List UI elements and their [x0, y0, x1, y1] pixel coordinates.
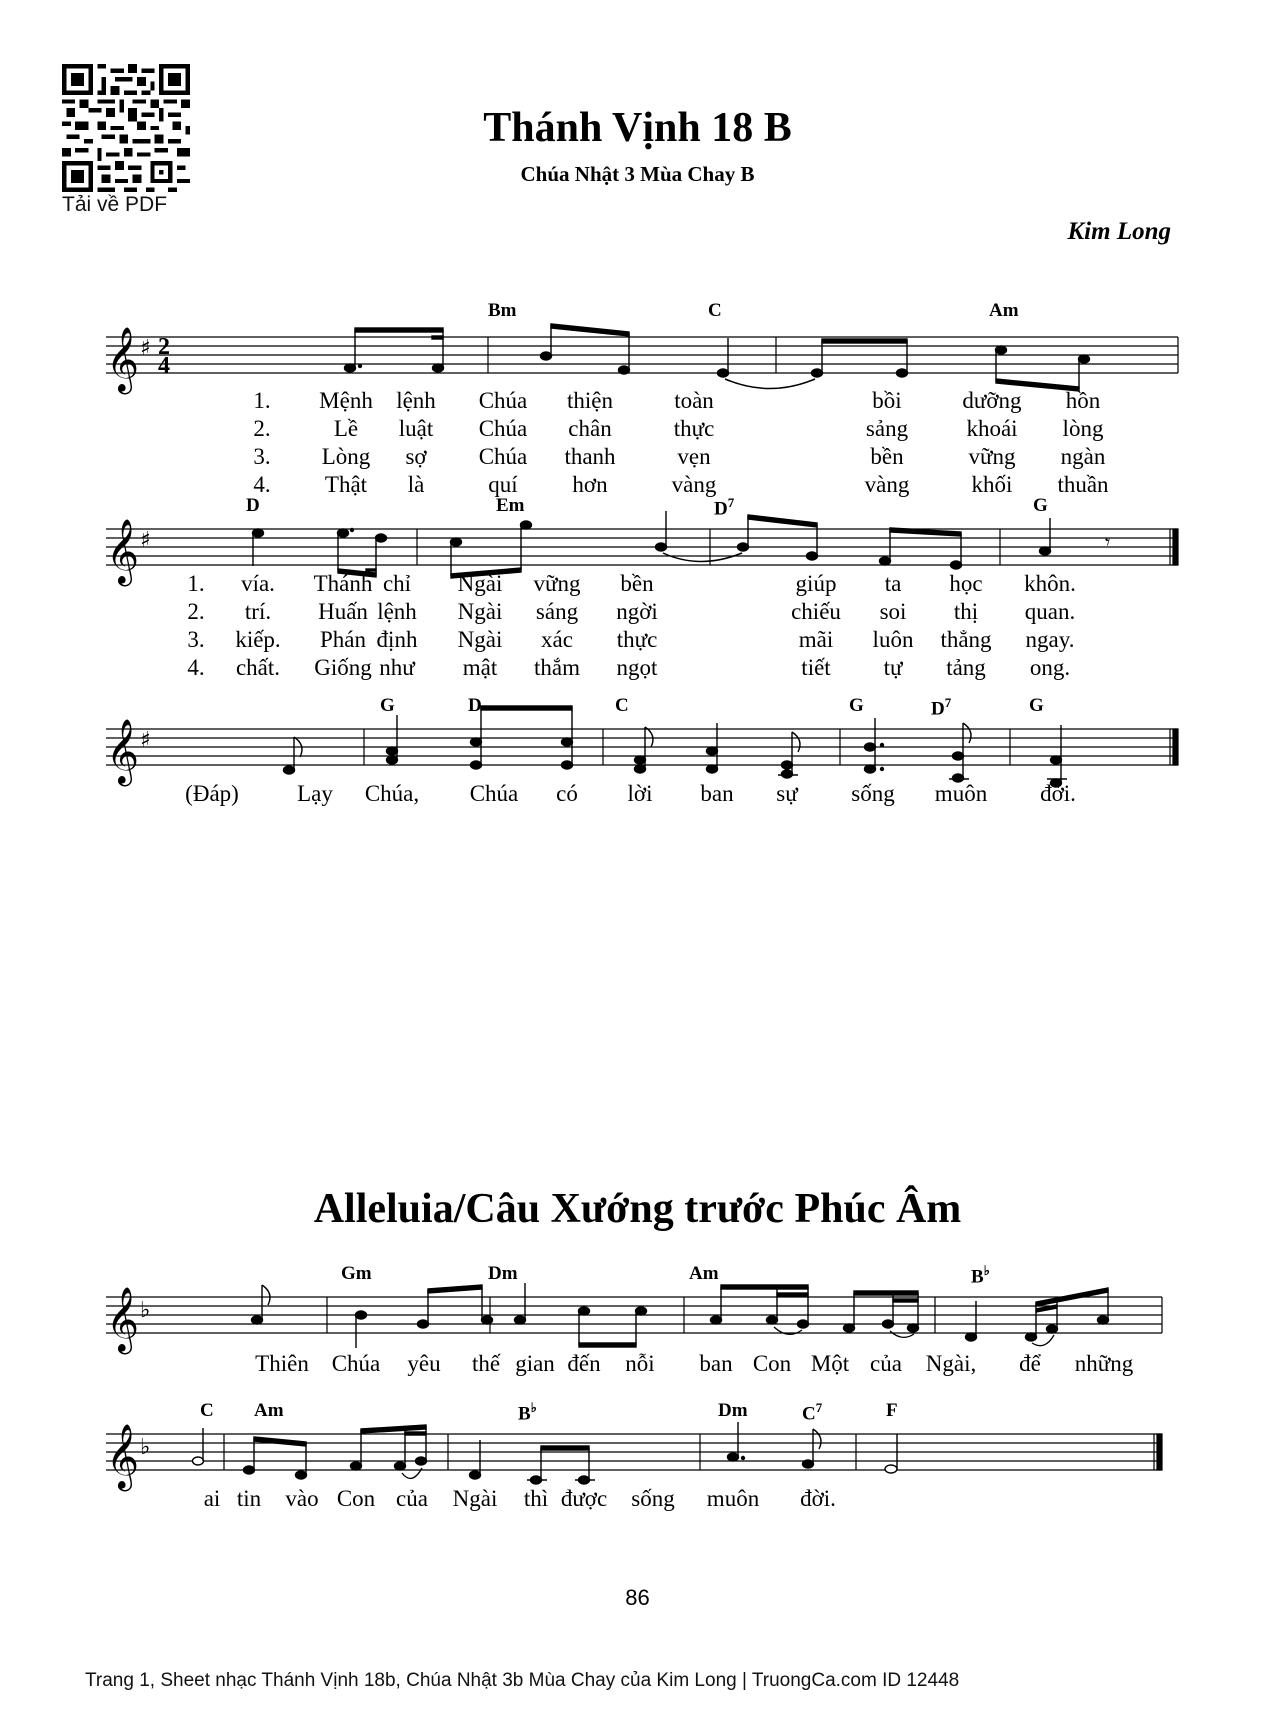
lyric-word: vàng	[671, 472, 717, 497]
lyric-word: sống	[851, 781, 895, 806]
lyric-word: chỉ	[382, 571, 412, 596]
staff-system-1	[0, 300, 1275, 497]
music-staff	[0, 1398, 1275, 1498]
lyric-word: muôn	[934, 781, 988, 806]
lyric-word: chất.	[235, 655, 281, 680]
lyric-word: quí	[488, 472, 518, 497]
lyric-word: đời.	[1040, 781, 1076, 806]
svg-text:♭: ♭	[140, 1435, 151, 1460]
lyric-word: Ngài	[457, 571, 503, 596]
chord-symbol: Am	[254, 1400, 284, 1421]
lyric-word: thực	[616, 627, 658, 652]
svg-text:♯: ♯	[140, 728, 151, 753]
lyric-word: muôn	[706, 1486, 760, 1511]
chord-symbol: $D^7$	[714, 495, 735, 520]
lyric-word: thiện	[567, 388, 613, 413]
flat-icon: ♭	[530, 1400, 537, 1415]
chord-symbol: C	[200, 1400, 214, 1421]
lyric-word: của	[396, 1486, 428, 1511]
chord-symbol: Dm	[718, 1400, 748, 1421]
lyric-word: vững	[968, 444, 1016, 469]
lyric-word: ta	[884, 571, 902, 596]
response-label: (Đáp)	[185, 781, 239, 806]
lyric-word: luôn	[872, 627, 914, 652]
verse-number: 1.	[253, 388, 271, 413]
lyric-word: dưỡng	[962, 388, 1022, 413]
lyric-word: lệnh	[396, 388, 436, 413]
svg-text:♭: ♭	[140, 1298, 151, 1323]
treble-clef-icon: 𝄞	[106, 327, 140, 392]
lyric-word: Huấn	[318, 599, 368, 624]
lyric-word: bồi	[872, 388, 902, 413]
chord-symbol: B♭	[971, 1263, 990, 1288]
lyric-word: ngọt	[616, 655, 658, 680]
lyric-word: thẳng	[940, 627, 992, 652]
chord-symbol: G	[380, 695, 395, 716]
lyric-word: vía.	[241, 571, 275, 596]
lyric-word: Lạy	[297, 781, 333, 806]
song-title: Thánh Vịnh 18 B	[483, 105, 792, 151]
lyric-word: được	[560, 1486, 608, 1511]
song-subtitle: Chúa Nhật 3 Mùa Chay B	[520, 162, 755, 186]
lyric-word: vẹn	[677, 444, 711, 469]
chord-symbol: $C^7$	[802, 1400, 823, 1425]
lyric-word: toàn	[674, 388, 714, 413]
music-staff	[0, 1265, 1275, 1365]
footer-source-text: Trang 1, Sheet nhạc Thánh Vịnh 18b, Chúa Nhật 3b Mùa Chay của Kim Long | TruongCa.com ID 12448	[85, 1670, 960, 1691]
lyric-word: vững	[533, 571, 581, 596]
lyric-word: ban	[699, 1351, 733, 1376]
eighth-rest-icon: 𝄾	[1105, 530, 1111, 554]
chord-symbol: G	[1029, 695, 1044, 716]
lyric-word: của	[870, 1351, 902, 1376]
lyric-word: vàng	[864, 472, 910, 497]
lyric-word: thị	[953, 599, 979, 624]
lyric-word: ong.	[1029, 655, 1071, 680]
download-pdf-link[interactable]: Tải về PDF	[62, 193, 168, 216]
chord-symbol: C	[708, 300, 722, 321]
lyric-word: vào	[285, 1486, 319, 1511]
chord-symbol: Am	[989, 300, 1019, 321]
lyric-word: gian	[515, 1351, 555, 1376]
lyric-word: ban	[700, 781, 734, 806]
lyric-word: tin	[236, 1486, 262, 1511]
lyric-word: sáng	[535, 599, 579, 624]
lyric-word: Ngài,	[925, 1351, 977, 1376]
chord-symbol: Dm	[488, 1263, 518, 1284]
chord-symbol: Gm	[341, 1263, 372, 1284]
lyric-word: sảng	[865, 416, 909, 441]
lyric-word: ai	[203, 1486, 221, 1511]
verse-number: 4.	[187, 655, 205, 680]
lyric-word: hồn	[1065, 388, 1101, 413]
lyric-word: Thiên	[255, 1351, 309, 1376]
lyric-word: nỗi	[625, 1351, 655, 1376]
svg-text:♯: ♯	[140, 528, 151, 553]
lyric-word: Ngài	[457, 627, 503, 652]
verse-number: 4.	[253, 472, 271, 497]
lyric-word: ngời	[616, 599, 658, 624]
lyric-word: tảng	[946, 655, 986, 680]
lyric-word: giúp	[795, 571, 837, 596]
lyric-word: thế	[471, 1351, 501, 1376]
lyric-word: Ngài	[457, 599, 503, 624]
lyric-word: bền	[620, 571, 654, 596]
lyric-word: tiết	[801, 655, 831, 680]
lyric-word: lòng	[1062, 416, 1104, 441]
lyric-word: thắm	[534, 655, 580, 680]
lyric-word: định	[376, 627, 418, 652]
lyric-word: chân	[568, 416, 612, 441]
staff-system-2	[0, 497, 1275, 687]
lyric-word: tự	[883, 655, 903, 680]
lyric-word: những	[1074, 1351, 1134, 1376]
lyric-word: khoái	[966, 416, 1018, 441]
lyric-word: mật	[462, 655, 498, 680]
lyric-word: khôn.	[1024, 571, 1076, 596]
svg-text:♯: ♯	[140, 336, 151, 361]
lyric-word: Phán	[320, 627, 366, 652]
svg-text:2: 2	[158, 334, 170, 360]
lyric-word: Chúa	[478, 444, 528, 469]
chord-symbol: D	[468, 695, 482, 716]
lyric-word: thuần	[1057, 472, 1109, 497]
treble-clef-icon: 𝄞	[106, 1287, 140, 1352]
lyric-word: bền	[870, 444, 904, 469]
verse-number: 2.	[187, 599, 205, 624]
chord-symbol: D	[246, 495, 260, 516]
composer-name: Kim Long	[1067, 218, 1171, 245]
lyric-word: Lòng	[321, 444, 371, 469]
lyric-word: Chúa	[478, 416, 528, 441]
lyric-word: sợ	[405, 444, 427, 469]
lyric-word: có	[556, 781, 578, 806]
lyric-word: luật	[398, 416, 434, 441]
chord-symbol: $D^7$	[931, 695, 952, 720]
lyric-word: quan.	[1024, 599, 1076, 624]
chord-symbol: C	[615, 695, 629, 716]
lyric-word: ngay.	[1025, 627, 1075, 652]
treble-clef-icon: 𝄞	[106, 1424, 140, 1489]
lyric-word: như	[379, 655, 415, 680]
lyric-word: soi	[879, 599, 907, 624]
lyric-word: lệnh	[377, 599, 417, 624]
treble-clef-icon: 𝄞	[106, 719, 140, 784]
chord-symbol: Am	[689, 1263, 719, 1284]
lyric-word: lời	[627, 781, 653, 806]
verse-number: 2.	[253, 416, 271, 441]
lyric-word: Con	[336, 1486, 376, 1511]
lyric-word: để	[1019, 1351, 1041, 1376]
chord-symbol: B♭	[518, 1400, 537, 1425]
verse-number: 3.	[253, 444, 271, 469]
alleluia-staff-system-2	[0, 1398, 1275, 1518]
chord-symbol: Em	[496, 495, 525, 516]
treble-clef-icon: 𝄞	[106, 519, 140, 584]
lyric-word: học	[949, 571, 983, 596]
lyric-word: đời.	[800, 1486, 836, 1511]
lyric-word: Ngài	[452, 1486, 498, 1511]
lyric-word: chiếu	[791, 599, 841, 624]
lyric-word: Mệnh	[319, 388, 373, 413]
lyric-word: Giống	[314, 655, 372, 680]
lyric-word: xác	[541, 627, 573, 652]
lyric-word: thực	[673, 416, 715, 441]
staff-system-3-response	[0, 697, 1275, 817]
lyric-word: Thật	[324, 472, 368, 497]
lyric-word: Thánh	[313, 571, 373, 596]
section-title: Alleluia/Câu Xướng trước Phúc Âm	[313, 1186, 962, 1232]
svg-text:4: 4	[158, 353, 170, 379]
lyric-word: trí.	[244, 599, 272, 624]
verse-number: 3.	[187, 627, 205, 652]
lyric-word: khối	[971, 472, 1013, 497]
lyric-word: Chúa	[331, 1351, 381, 1376]
lyric-word: Lề	[333, 416, 359, 441]
lyric-word: Con	[752, 1351, 792, 1376]
flat-icon: ♭	[983, 1263, 990, 1278]
chord-symbol: G	[849, 695, 864, 716]
lyric-word: mãi	[798, 627, 834, 652]
lyric-word: sự	[776, 781, 798, 806]
verse-number: 1.	[187, 571, 205, 596]
lyric-word: thì	[523, 1486, 549, 1511]
lyric-word: Chúa,	[364, 781, 420, 806]
lyric-word: yêu	[407, 1351, 441, 1376]
lyric-word: hơn	[572, 472, 608, 497]
alleluia-staff-system-1	[0, 1265, 1275, 1385]
lyric-word: kiếp.	[235, 627, 281, 652]
lyric-word: đến	[567, 1351, 601, 1376]
lyric-word: sống	[631, 1486, 675, 1511]
chord-symbol: Bm	[488, 300, 517, 321]
lyric-word: ngàn	[1060, 444, 1106, 469]
lyric-word: Chúa	[478, 388, 528, 413]
chord-symbol: G	[1033, 495, 1048, 516]
lyric-word: Một	[810, 1351, 850, 1376]
page-number: 86	[625, 1585, 650, 1610]
lyric-word: là	[407, 472, 425, 497]
lyric-word: thanh	[564, 444, 616, 469]
chord-symbol: F	[886, 1400, 898, 1421]
lyric-word: Chúa	[469, 781, 519, 806]
